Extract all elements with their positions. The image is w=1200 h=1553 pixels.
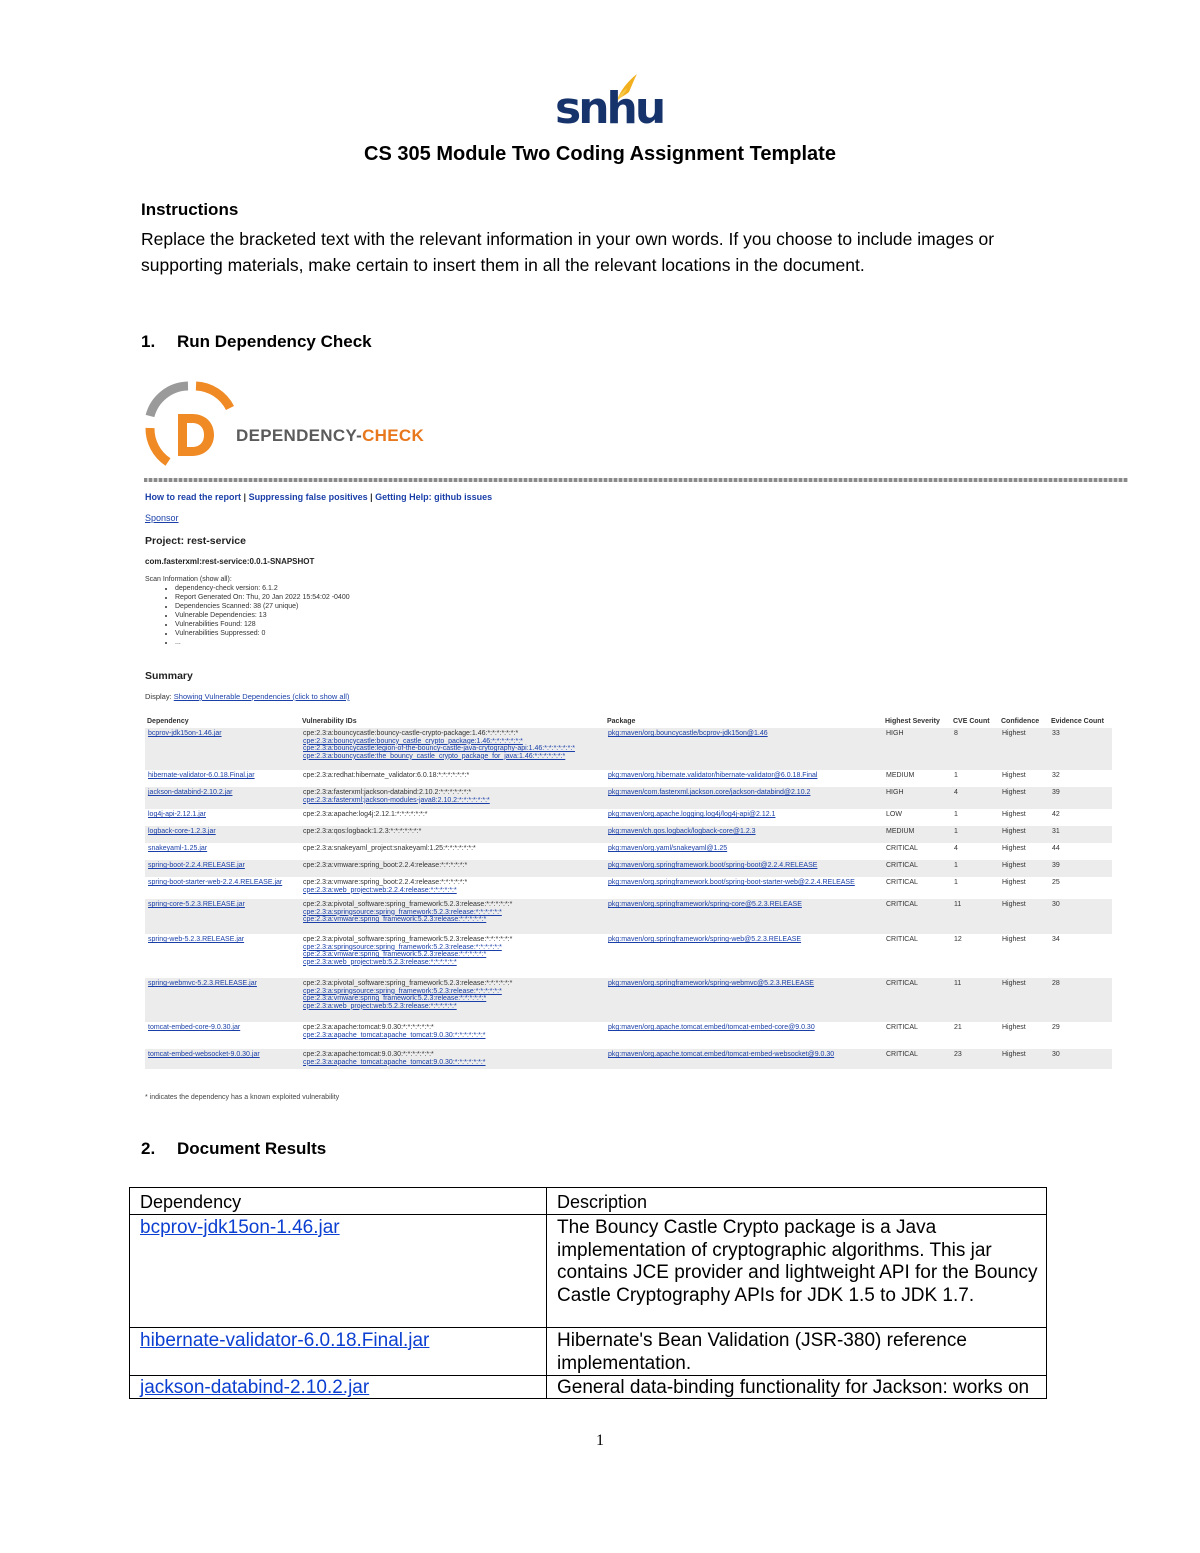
dependency-link[interactable] bbox=[145, 1049, 300, 1069]
package-link-text[interactable]: pkg:maven/org.springframework.boot/spring-boot@2.2.4.RELEASE bbox=[608, 862, 818, 869]
package-link[interactable] bbox=[605, 809, 883, 826]
cve-count bbox=[951, 728, 999, 770]
confidence bbox=[999, 1022, 1049, 1049]
cve-count-text: 21 bbox=[954, 1024, 962, 1031]
vulnerability-ids[interactable] bbox=[300, 787, 605, 809]
scan-info-item: • Vulnerabilities Suppressed: 0 bbox=[175, 629, 350, 638]
table-row bbox=[130, 1215, 1047, 1328]
vulnerability-id[interactable]: cpe:2.3:a:vmware:spring_framework:5.2.3:release:*:*:*:*:*:* bbox=[303, 916, 487, 924]
confidence bbox=[999, 860, 1049, 877]
scan-info-label: Scan Information (show all): bbox=[145, 576, 232, 583]
dependency-link[interactable] bbox=[145, 934, 300, 978]
col-highest-severity[interactable]: Highest Severity bbox=[885, 717, 940, 725]
cve-count bbox=[951, 978, 999, 1022]
summary-table-row bbox=[145, 899, 1112, 934]
dependency-link-text[interactable]: spring-boot-2.2.4.RELEASE.jar bbox=[148, 862, 245, 869]
summary-table-row bbox=[145, 826, 1112, 843]
display-toggle-link[interactable]: Showing Vulnerable Dependencies (click to show all) bbox=[173, 692, 350, 701]
dependency-link-text[interactable]: bcprov-jdk15on-1.46.jar bbox=[148, 730, 222, 737]
vulnerability-id[interactable]: cpe:2.3:a:web_project:web:5.2.3:release:*:*:*:*:*:* bbox=[303, 958, 457, 966]
highest-severity-text: MEDIUM bbox=[886, 828, 915, 835]
highest-severity bbox=[883, 770, 951, 787]
package-link-text[interactable]: pkg:maven/org.springframework.boot/spring-boot-starter-web@2.2.4.RELEASE bbox=[608, 879, 855, 886]
col-vulnerability-ids[interactable]: Vulnerability IDs bbox=[302, 717, 357, 725]
confidence bbox=[999, 728, 1049, 770]
dependency-check-wordmark: DEPENDENCY-CHECK bbox=[236, 426, 425, 445]
confidence-text: Highest bbox=[1002, 811, 1026, 818]
evidence-count-text: 44 bbox=[1052, 845, 1060, 852]
package-link[interactable] bbox=[605, 728, 883, 770]
summary-table-row bbox=[145, 843, 1112, 860]
results-table bbox=[129, 1187, 1047, 1399]
cve-count-text: 8 bbox=[954, 730, 958, 737]
cve-count bbox=[951, 843, 999, 860]
evidence-count-text: 30 bbox=[1052, 1051, 1060, 1058]
dependency-link-text[interactable]: snakeyaml-1.25.jar bbox=[148, 845, 208, 852]
scan-info-item: • Vulnerabilities Found: 128 bbox=[175, 620, 350, 629]
dependency-link-text[interactable]: tomcat-embed-core-9.0.30.jar bbox=[148, 1024, 241, 1031]
evidence-count-text: 42 bbox=[1052, 811, 1060, 818]
dependency-link[interactable] bbox=[145, 787, 300, 809]
cve-count-text: 1 bbox=[954, 811, 958, 818]
package-link-text[interactable]: pkg:maven/org.bouncycastle/bcprov-jdk15on@1.46 bbox=[608, 730, 768, 737]
dependency-link-text[interactable]: hibernate-validator-6.0.18.Final.jar bbox=[148, 772, 255, 779]
project-gav: com.fasterxml:rest-service:0.0.1-SNAPSHOT bbox=[145, 557, 315, 566]
highest-severity-text: CRITICAL bbox=[886, 879, 918, 886]
cve-count bbox=[951, 1049, 999, 1069]
results-header-row bbox=[130, 1188, 1047, 1215]
vulnerability-id[interactable]: cpe:2.3:a:bouncycastle:bouncy-castle-crypto-package:1.46:*:*:*:*:*:*:* bbox=[303, 730, 519, 737]
evidence-count-text: 30 bbox=[1052, 901, 1060, 908]
confidence-text: Highest bbox=[1002, 730, 1026, 737]
vulnerability-ids[interactable] bbox=[300, 843, 605, 860]
dependency-link[interactable] bbox=[145, 826, 300, 843]
confidence bbox=[999, 934, 1049, 978]
package-link[interactable] bbox=[605, 899, 883, 934]
vulnerability-id[interactable]: cpe:2.3:a:vmware:spring_boot:2.2.4:release:*:*:*:*:*:* bbox=[303, 862, 468, 869]
highest-severity bbox=[883, 843, 951, 860]
highest-severity bbox=[883, 934, 951, 978]
dependency-link-text[interactable]: spring-core-5.2.3.RELEASE.jar bbox=[148, 901, 245, 908]
sponsor-link[interactable]: Sponsor bbox=[145, 513, 179, 523]
dependency-link[interactable] bbox=[145, 877, 300, 899]
evidence-count bbox=[1049, 809, 1112, 826]
summary-table-row bbox=[145, 934, 1112, 978]
evidence-count bbox=[1049, 787, 1112, 809]
confidence bbox=[999, 770, 1049, 787]
highest-severity-text: CRITICAL bbox=[886, 936, 918, 943]
package-link-text[interactable]: pkg:maven/com.fasterxml.jackson.core/jackson-databind@2.10.2 bbox=[608, 789, 811, 796]
vulnerability-id[interactable]: cpe:2.3:a:springsource:spring_framework:5.2.3:release:*:*:*:*:*:* bbox=[303, 943, 502, 951]
summary-table bbox=[145, 714, 1112, 1069]
highest-severity bbox=[883, 809, 951, 826]
cve-count bbox=[951, 770, 999, 787]
results-col-description: Description bbox=[547, 1188, 1047, 1215]
vulnerability-ids[interactable] bbox=[300, 877, 605, 899]
confidence-text: Highest bbox=[1002, 879, 1026, 886]
summary-table-row bbox=[145, 787, 1112, 809]
col-dependency[interactable]: Dependency bbox=[147, 717, 189, 725]
evidence-count-text: 32 bbox=[1052, 772, 1060, 779]
link-suppressing-false-positives[interactable]: Suppressing false positives bbox=[248, 492, 368, 502]
package-link-text[interactable]: pkg:maven/org.apache.logging.log4j/log4j-api@2.12.1 bbox=[608, 811, 776, 818]
section-number: 1. bbox=[141, 332, 156, 351]
instructions-body: Replace the bracketed text with the relevant information in your own words. If you choose to include images or supporting materials, make certain to insert them in all the relevant locations in the document. bbox=[141, 229, 995, 275]
confidence-text: Highest bbox=[1002, 789, 1026, 796]
table-row bbox=[130, 1376, 1047, 1399]
vulnerability-id[interactable]: cpe:2.3:a:apache:log4j:2.12.1:*:*:*:*:*:*:* bbox=[303, 811, 428, 818]
vulnerability-id[interactable]: cpe:2.3:a:qos:logback:1.2.3:*:*:*:*:*:*:* bbox=[303, 828, 422, 835]
confidence-text: Highest bbox=[1002, 1024, 1026, 1031]
scan-info-item: • ... bbox=[175, 638, 350, 647]
highest-severity-text: CRITICAL bbox=[886, 1024, 918, 1031]
vulnerability-ids[interactable] bbox=[300, 1049, 605, 1069]
project-name: Project: rest-service bbox=[145, 535, 246, 547]
col-cve-count[interactable]: CVE Count bbox=[953, 717, 990, 725]
vulnerability-id[interactable]: cpe:2.3:a:apache:tomcat:9.0.30:*:*:*:*:*:*:* bbox=[303, 1051, 434, 1058]
cve-count bbox=[951, 826, 999, 843]
dependency-link[interactable] bbox=[145, 978, 300, 1022]
confidence-text: Highest bbox=[1002, 1051, 1026, 1058]
logo-text: snhu bbox=[555, 83, 664, 134]
vulnerability-id[interactable]: cpe:2.3:a:bouncycastle:bouncy_castle_crypto_package:1.46:*:*:*:*:*:*:* bbox=[303, 737, 523, 745]
vulnerability-id[interactable]: cpe:2.3:a:fasterxml:jackson-databind:2.10.2:*:*:*:*:*:*:* bbox=[303, 789, 472, 796]
report-footnote: * indicates the dependency has a known exploited vulnerability bbox=[145, 1094, 340, 1101]
evidence-count-text: 33 bbox=[1052, 730, 1060, 737]
summary-table-row bbox=[145, 877, 1112, 899]
highest-severity-text: HIGH bbox=[886, 730, 904, 737]
vulnerability-id[interactable]: cpe:2.3:a:vmware:spring_boot:2.2.4:release:*:*:*:*:*:* bbox=[303, 879, 468, 886]
vulnerability-id[interactable]: cpe:2.3:a:springsource:spring_framework:5.2.3:release:*:*:*:*:*:* bbox=[303, 987, 502, 995]
cve-count bbox=[951, 860, 999, 877]
vulnerability-id[interactable]: cpe:2.3:a:apache_tomcat:apache_tomcat:9.0.30:*:*:*:*:*:*:* bbox=[303, 1058, 486, 1066]
confidence-text: Highest bbox=[1002, 901, 1026, 908]
highest-severity-text: CRITICAL bbox=[886, 862, 918, 869]
package-link-text[interactable]: pkg:maven/org.hibernate.validator/hibernate-validator@6.0.18.Final bbox=[608, 772, 818, 779]
page-number: 1 bbox=[596, 1432, 604, 1449]
dependency-link-text[interactable]: spring-web-5.2.3.RELEASE.jar bbox=[148, 936, 245, 943]
vulnerability-id[interactable]: cpe:2.3:a:apache_tomcat:apache_tomcat:9.0.30:*:*:*:*:*:*:* bbox=[303, 1031, 486, 1039]
vulnerability-id[interactable]: cpe:2.3:a:pivotal_software:spring_framework:5.2.3:release:*:*:*:*:*:* bbox=[303, 936, 513, 943]
dependency-link[interactable]: hibernate-validator-6.0.18.Final.jar bbox=[140, 1330, 430, 1351]
dependency-link[interactable]: jackson-databind-2.10.2.jar bbox=[140, 1377, 370, 1399]
package-link[interactable] bbox=[605, 826, 883, 843]
vulnerability-ids[interactable] bbox=[300, 770, 605, 787]
evidence-count bbox=[1049, 860, 1112, 877]
cve-count-text: 1 bbox=[954, 879, 958, 886]
package-link-text[interactable]: pkg:maven/ch.qos.logback/logback-core@1.2.3 bbox=[608, 828, 756, 835]
dependency-check-logo-icon bbox=[142, 380, 234, 472]
dependency-link[interactable] bbox=[145, 899, 300, 934]
summary-header-row bbox=[145, 714, 1112, 728]
snhu-logo bbox=[555, 72, 664, 134]
dependency-link[interactable] bbox=[145, 1022, 300, 1049]
link-read-report[interactable]: How to read the report bbox=[145, 492, 242, 502]
highest-severity bbox=[883, 877, 951, 899]
evidence-count-text: 34 bbox=[1052, 936, 1060, 943]
evidence-count-text: 39 bbox=[1052, 862, 1060, 869]
highest-severity bbox=[883, 1022, 951, 1049]
vulnerability-id[interactable]: cpe:2.3:a:bouncycastle:the_bouncy_castle_crypto_package_for_java:1.46:*:*:*:*:*:*:* bbox=[303, 752, 566, 760]
report-help-links: How to read the report | Suppressing false positives | Getting Help: github issues bbox=[145, 492, 493, 502]
vulnerability-ids[interactable] bbox=[300, 826, 605, 843]
evidence-count bbox=[1049, 728, 1112, 770]
display-filter: Display: Showing Vulnerable Dependencies (click to show all) bbox=[145, 692, 350, 701]
package-link[interactable] bbox=[605, 877, 883, 899]
dependency-link[interactable] bbox=[145, 770, 300, 787]
evidence-count bbox=[1049, 934, 1112, 978]
package-link-text[interactable]: pkg:maven/org.springframework/spring-webmvc@5.2.3.RELEASE bbox=[608, 980, 814, 987]
vulnerability-ids[interactable] bbox=[300, 809, 605, 826]
evidence-count bbox=[1049, 770, 1112, 787]
dependency-check-report-image bbox=[140, 378, 1130, 1108]
section-number: 2. bbox=[141, 1139, 156, 1158]
summary-table-row bbox=[145, 1049, 1112, 1069]
package-link-text[interactable]: pkg:maven/org.apache.tomcat.embed/tomcat-embed-core@9.0.30 bbox=[608, 1024, 815, 1031]
package-link[interactable] bbox=[605, 1022, 883, 1049]
highest-severity bbox=[883, 978, 951, 1022]
summary-table-row bbox=[145, 728, 1112, 770]
dependency-link-text[interactable]: tomcat-embed-websocket-9.0.30.jar bbox=[148, 1051, 260, 1058]
scan-info-item: • dependency-check version: 6.1.2 bbox=[175, 584, 350, 593]
scan-info-item: • Vulnerable Dependencies: 13 bbox=[175, 611, 350, 620]
results-col-dependency: Dependency bbox=[130, 1188, 547, 1215]
confidence bbox=[999, 877, 1049, 899]
cve-count-text: 1 bbox=[954, 772, 958, 779]
evidence-count-text: 39 bbox=[1052, 789, 1060, 796]
cve-count bbox=[951, 877, 999, 899]
highest-severity-text: CRITICAL bbox=[886, 901, 918, 908]
section-heading-run-dependency-check bbox=[141, 332, 372, 352]
dependency-link-text[interactable]: spring-webmvc-5.2.3.RELEASE.jar bbox=[148, 980, 257, 987]
scan-info-item: • Dependencies Scanned: 38 (27 unique) bbox=[175, 602, 350, 611]
vulnerability-id[interactable]: cpe:2.3:a:pivotal_software:spring_framework:5.2.3:release:*:*:*:*:*:* bbox=[303, 901, 513, 908]
confidence bbox=[999, 809, 1049, 826]
confidence bbox=[999, 843, 1049, 860]
evidence-count bbox=[1049, 1049, 1112, 1069]
evidence-count bbox=[1049, 877, 1112, 899]
package-link-text[interactable]: pkg:maven/org.apache.tomcat.embed/tomcat-embed-websocket@9.0.30 bbox=[608, 1051, 835, 1058]
highest-severity bbox=[883, 899, 951, 934]
vulnerability-ids[interactable] bbox=[300, 728, 605, 770]
dependency-link-text[interactable]: jackson-databind-2.10.2.jar bbox=[148, 789, 233, 796]
confidence-text: Highest bbox=[1002, 845, 1026, 852]
highest-severity-text: LOW bbox=[886, 811, 902, 818]
summary-table-row bbox=[145, 860, 1112, 877]
confidence bbox=[999, 899, 1049, 934]
section-title: Run Dependency Check bbox=[177, 332, 372, 351]
vulnerability-id[interactable]: cpe:2.3:a:vmware:spring_framework:5.2.3:release:*:*:*:*:*:* bbox=[303, 951, 487, 959]
package-link-text[interactable]: pkg:maven/org.springframework/spring-web@5.2.3.RELEASE bbox=[608, 936, 802, 943]
vulnerability-id[interactable]: cpe:2.3:a:apache:tomcat:9.0.30:*:*:*:*:*:*:* bbox=[303, 1024, 434, 1031]
highest-severity-text: CRITICAL bbox=[886, 845, 918, 852]
cve-count bbox=[951, 934, 999, 978]
cve-count-text: 1 bbox=[954, 862, 958, 869]
summary-table-row bbox=[145, 978, 1112, 1022]
vulnerability-ids[interactable] bbox=[300, 899, 605, 934]
cve-count bbox=[951, 899, 999, 934]
package-link[interactable] bbox=[605, 934, 883, 978]
confidence bbox=[999, 1049, 1049, 1069]
confidence bbox=[999, 978, 1049, 1022]
vulnerability-id[interactable]: cpe:2.3:a:web_project:web:5.2.3:release:*:*:*:*:*:* bbox=[303, 1002, 457, 1010]
col-package[interactable]: Package bbox=[607, 717, 636, 725]
table-row bbox=[130, 1328, 1047, 1376]
cve-count-text: 4 bbox=[954, 845, 958, 852]
vulnerability-id[interactable]: cpe:2.3:a:pivotal_software:spring_framework:5.2.3:release:*:*:*:*:*:* bbox=[303, 980, 513, 987]
highest-severity-text: MEDIUM bbox=[886, 772, 915, 779]
dependency-description: General data-binding functionality for Jackson: works on bbox=[547, 1376, 1047, 1399]
cve-count-text: 1 bbox=[954, 828, 958, 835]
confidence-text: Highest bbox=[1002, 862, 1026, 869]
evidence-count bbox=[1049, 826, 1112, 843]
package-link[interactable] bbox=[605, 860, 883, 877]
vulnerability-ids[interactable] bbox=[300, 978, 605, 1022]
cve-count-text: 11 bbox=[954, 901, 962, 908]
dependency-link[interactable]: bcprov-jdk15on-1.46.jar bbox=[140, 1217, 340, 1238]
highest-severity bbox=[883, 826, 951, 843]
confidence-text: Highest bbox=[1002, 980, 1026, 987]
summary-table-row bbox=[145, 770, 1112, 787]
section-heading-document-results bbox=[141, 1139, 326, 1159]
highest-severity bbox=[883, 860, 951, 877]
dependency-link[interactable] bbox=[145, 728, 300, 770]
package-link-text[interactable]: pkg:maven/org.yaml/snakeyaml@1.25 bbox=[608, 845, 728, 852]
evidence-count bbox=[1049, 1022, 1112, 1049]
dependency-link-text[interactable]: spring-boot-starter-web-2.2.4.RELEASE.jar bbox=[148, 879, 283, 886]
dependency-link-text[interactable]: log4j-api-2.12.1.jar bbox=[148, 811, 206, 818]
link-getting-help[interactable]: Getting Help: github issues bbox=[375, 492, 493, 502]
package-link[interactable] bbox=[605, 978, 883, 1022]
highest-severity bbox=[883, 787, 951, 809]
report-divider bbox=[144, 478, 1128, 482]
vulnerability-id[interactable]: cpe:2.3:a:web_project:web:2.2.4:release:*:*:*:*:*:* bbox=[303, 886, 457, 894]
cve-count-text: 12 bbox=[954, 936, 962, 943]
highest-severity bbox=[883, 1049, 951, 1069]
summary-heading: Summary bbox=[145, 670, 193, 682]
scan-info-item: • Report Generated On: Thu, 20 Jan 2022 15:54:02 -0400 bbox=[175, 593, 350, 602]
vulnerability-id[interactable]: cpe:2.3:a:bouncycastle:legion-of-the-bouncy-castle-java-crytography-api:1.46:*:*:*:*:*:*:* bbox=[303, 745, 575, 753]
instructions-heading: Instructions bbox=[141, 200, 239, 219]
vulnerability-id[interactable]: cpe:2.3:a:springsource:spring_framework:5.2.3:release:*:*:*:*:*:* bbox=[303, 908, 502, 916]
evidence-count-text: 29 bbox=[1052, 1024, 1060, 1031]
section-title: Document Results bbox=[177, 1139, 327, 1158]
document-title: CS 305 Module Two Coding Assignment Template bbox=[364, 143, 836, 165]
highest-severity bbox=[883, 728, 951, 770]
cve-count bbox=[951, 809, 999, 826]
confidence-text: Highest bbox=[1002, 936, 1026, 943]
confidence bbox=[999, 787, 1049, 809]
dependency-link[interactable] bbox=[145, 860, 300, 877]
package-link[interactable] bbox=[605, 1049, 883, 1069]
summary-table-row bbox=[145, 809, 1112, 826]
vulnerability-id[interactable]: cpe:2.3:a:redhat:hibernate_validator:6.0.18:*:*:*:*:*:*:* bbox=[303, 772, 470, 779]
vulnerability-id[interactable]: cpe:2.3:a:vmware:spring_framework:5.2.3:release:*:*:*:*:*:* bbox=[303, 995, 487, 1003]
dependency-link[interactable] bbox=[145, 843, 300, 860]
confidence bbox=[999, 826, 1049, 843]
col-evidence-count[interactable]: Evidence Count bbox=[1051, 717, 1104, 725]
evidence-count-text: 25 bbox=[1052, 879, 1060, 886]
dependency-description: The Bouncy Castle Crypto package is a Java implementation of cryptographic algorithms. This jar contains JCE provider and lightweight API for the Bouncy Castle Cryptography APIs for JDK 1.5 to JDK 1.7. bbox=[547, 1215, 1047, 1328]
confidence-text: Highest bbox=[1002, 772, 1026, 779]
evidence-count bbox=[1049, 978, 1112, 1022]
confidence-text: Highest bbox=[1002, 828, 1026, 835]
dependency-link-text[interactable]: logback-core-1.2.3.jar bbox=[148, 828, 216, 835]
dependency-description: Hibernate's Bean Validation (JSR-380) reference implementation. bbox=[547, 1328, 1047, 1376]
vulnerability-id[interactable]: cpe:2.3:a:fasterxml:jackson-modules-java8:2.10.2:*:*:*:*:*:*:* bbox=[303, 796, 490, 804]
scan-information bbox=[145, 575, 350, 647]
col-confidence[interactable]: Confidence bbox=[1001, 717, 1040, 725]
cve-count-text: 4 bbox=[954, 789, 958, 796]
evidence-count bbox=[1049, 843, 1112, 860]
highest-severity-text: CRITICAL bbox=[886, 980, 918, 987]
package-link[interactable] bbox=[605, 843, 883, 860]
vulnerability-ids[interactable] bbox=[300, 860, 605, 877]
package-link-text[interactable]: pkg:maven/org.springframework/spring-core@5.2.3.RELEASE bbox=[608, 901, 802, 908]
cve-count bbox=[951, 787, 999, 809]
cve-count-text: 23 bbox=[954, 1051, 962, 1058]
summary-table-row bbox=[145, 1022, 1112, 1049]
cve-count bbox=[951, 1022, 999, 1049]
cve-count-text: 11 bbox=[954, 980, 962, 987]
evidence-count-text: 28 bbox=[1052, 980, 1060, 987]
dependency-link[interactable] bbox=[145, 809, 300, 826]
package-link[interactable] bbox=[605, 787, 883, 809]
vulnerability-id[interactable]: cpe:2.3:a:snakeyaml_project:snakeyaml:1.25:*:*:*:*:*:*:* bbox=[303, 845, 476, 852]
highest-severity-text: HIGH bbox=[886, 789, 904, 796]
vulnerability-ids[interactable] bbox=[300, 934, 605, 978]
vulnerability-ids[interactable] bbox=[300, 1022, 605, 1049]
evidence-count bbox=[1049, 899, 1112, 934]
package-link[interactable] bbox=[605, 770, 883, 787]
highest-severity-text: CRITICAL bbox=[886, 1051, 918, 1058]
evidence-count-text: 31 bbox=[1052, 828, 1060, 835]
